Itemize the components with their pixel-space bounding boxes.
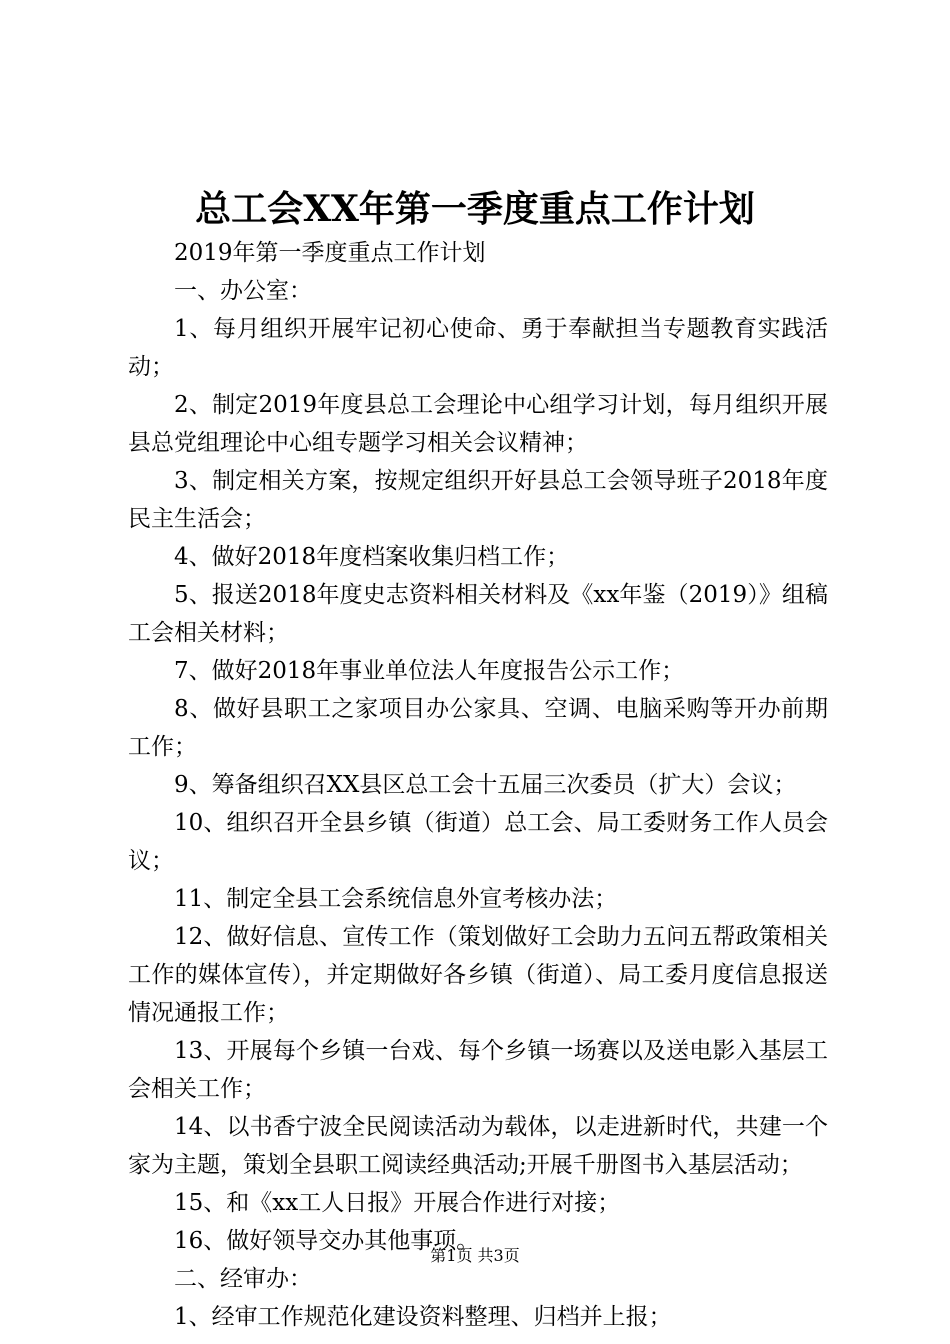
paragraph-item-11: 11、制定全县工会系统信息外宣考核办法； xyxy=(174,886,618,912)
paragraph-item-5: 5、报送2018年度史志资料相关材料及《xx年鉴（2019）》组稿工会相关材料； xyxy=(128,582,828,646)
paragraph-item-12: 12、做好信息、宣传工作（策划做好工会助力五问五帮政策相关工作的媒体宣传），并定期做好各乡镇（街道）、局工委月度信息报送情况通报工作； xyxy=(128,924,828,1026)
paragraph-item-9: 9、筹备组织召XX县区总工会十五届三次委员（扩大）会议； xyxy=(174,772,797,798)
paragraph-item-13: 13、开展每个乡镇一台戏、每个乡镇一场赛以及送电影入基层工会相关工作； xyxy=(128,1038,828,1102)
page-footer: 第1页 共3页 xyxy=(430,1246,520,1265)
paragraph-item-8: 8、做好县职工之家项目办公家具、空调、电脑采购等开办前期工作； xyxy=(128,696,828,760)
document-title: 总工会XX年第一季度重点工作计划 xyxy=(195,188,755,230)
paragraph-audit-item-1: 1、经审工作规范化建设资料整理、归档并上报； xyxy=(174,1304,672,1330)
paragraph-item-7: 7、做好2018年事业单位法人年度报告公示工作； xyxy=(174,658,685,684)
paragraph-item-16: 16、做好领导交办其他事项。 xyxy=(174,1228,480,1254)
paragraph-section-audit: 二、经审办： xyxy=(174,1266,312,1292)
paragraph-item-3: 3、制定相关方案，按规定组织开好县总工会领导班子2018年度民主生活会； xyxy=(128,468,828,532)
paragraph-plan-heading: 2019年第一季度重点工作计划 xyxy=(174,240,486,266)
paragraph-item-1: 1、每月组织开展牢记初心使命、勇于奉献担当专题教育实践活动； xyxy=(128,316,828,380)
paragraph-item-10: 10、组织召开全县乡镇（街道）总工会、局工委财务工作人员会议； xyxy=(128,810,828,874)
document-body xyxy=(128,234,828,1336)
paragraph-item-15: 15、和《xx工人日报》开展合作进行对接； xyxy=(174,1190,621,1216)
paragraph-item-4: 4、做好2018年度档案收集归档工作； xyxy=(174,544,570,570)
paragraph-item-14: 14、以书香宁波全民阅读活动为载体，以走进新时代，共建一个家为主题，策划全县职工阅读经典活动;开展千册图书入基层活动； xyxy=(128,1114,828,1178)
paragraph-item-2: 2、制定2019年度县总工会理论中心组学习计划，每月组织开展县总党组理论中心组专题学习相关会议精神； xyxy=(128,392,828,456)
paragraph-section-office: 一、办公室： xyxy=(174,278,312,304)
